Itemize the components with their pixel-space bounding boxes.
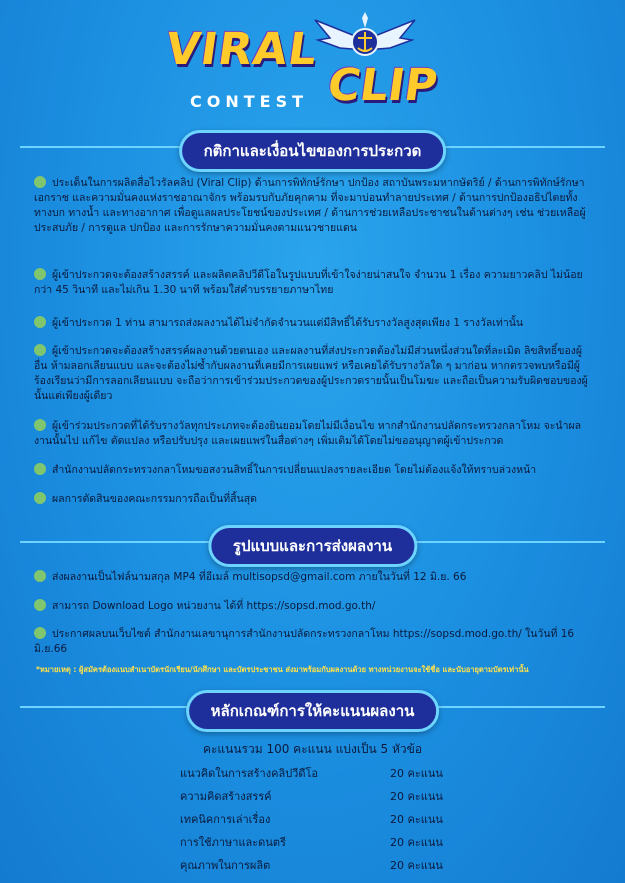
bullet-icon xyxy=(34,570,46,582)
bullet-icon xyxy=(34,627,46,639)
section-title-criteria: หลักเกณฑ์การให้คะแนนผลงาน xyxy=(186,690,440,732)
logo-word-viral: VIRAL xyxy=(162,24,321,75)
list-item: ผู้เข้าประกวดจะต้องสร้างสรรค์ และผลิตคลิปวีดีโอในรูปแบบที่เข้าใจง่ายน่าสนใจ จำนวน 1 เรื่อง ความยาวคลิป ไม่น้อยกว่า 45 วินาที และไม่เกิน 1.30 นาที พร้อมใส่คำบรรยายภาษาไทย xyxy=(34,269,583,296)
section-title-rules: กติกาและเงื่อนไขของการประกวด xyxy=(179,130,447,172)
bullet-icon xyxy=(34,463,46,475)
list-item: ส่งผลงานเป็นไฟล์นามสกุล MP4 ที่อีเมล์ multisopsd@gmail.com ภายในวันที่ 12 มิ.ย. 66 xyxy=(34,570,594,585)
bullet-icon xyxy=(34,176,46,188)
criteria-row: ความคิดสร้างสรรค์ 20 คะแนน xyxy=(180,790,443,803)
criteria-row: คุณภาพในการผลิต 20 คะแนน xyxy=(180,859,443,872)
bullet-icon xyxy=(34,316,46,328)
bullet-icon xyxy=(34,419,46,431)
criteria-row: เทคนิคการเล่าเรื่อง 20 คะแนน xyxy=(180,813,443,826)
bullet-icon xyxy=(34,599,46,611)
list-item: ผลการตัดสินของคณะกรรมการถือเป็นที่สิ้นสุด xyxy=(34,492,594,507)
list-item: ประเด็นในการผลิตสื่อไวรัลคลิป (Viral Clip) ด้านการพิทักษ์รักษา ปกป้อง สถาบันพระมหากษัตริย์ / ด้านการพิทักษ์รักษาเอกราช และความมั่นคงแห่งราชอาณาจักร พร้อมรบกับภัยคุกคาม ที่จะมาบ่อนทำลายประเทศ / ด้านการปกป้องอธิปไตยทั้งทางบก ทางน้ำ และทางอากาศ เพื่อดูแลผลประโยชน์ของประเทศ / ด้านการช่วยเหลือประชาชนในด้านต่างๆ เช่น ช่วยเหลือผู้ประสบภัย / การดูแล ปกป้อง และการรักษาความมั่นคงตามแนวชายแดน xyxy=(34,177,586,234)
bullet-icon xyxy=(34,268,46,280)
list-item: ผู้เข้าประกวดจะต้องสร้างสรรค์ผลงานด้วยตนเอง และผลงานที่ส่งประกวดต้องไม่มีส่วนหนึ่งส่วนใดที่ละเมิด ลิขสิทธิ์ของผู้อื่น ห้ามลอกเลียนแบบ และจะต้องไม่ซ้ำกับผลงานที่เคยมีการเผยแพร่ หรือเคยได้รับรางวัลใด ๆ มาก่อน หากตรวจพบหรือมีผู้ร้องเรียนว่ามีการลอกเลียนแบบ จะถือว่าการเข้าร่วมประกวดของผู้ประกวดรายนั้นเป็นโมฆะ และถือเป็นความรับผิดชอบของผู้นั้นแต่เพียงผู้เดียว xyxy=(34,345,588,402)
list-item: ประกาศผลบนเว็บไซต์ สำนักงานเลขานุการสำนักงานปลัดกระทรวงกลาโหม https://sopsd.mod.go.th/ ในวันที่ 16 มิ.ย.66 xyxy=(34,628,575,655)
remark-note: *หมายเหตุ : ผู้สมัครต้องแนบสำเนาบัตรนักเรียน/นักศึกษา และบัตรประชาชน ส่งมาพร้อมกับผลงานด้วย ทางหน่วยงานจะใช้ชื่อ และนับอายุตามบัตรเท่านั้น xyxy=(36,665,529,674)
logo-word-contest: CONTEST xyxy=(190,92,309,111)
list-item: สำนักงานปลัดกระทรวงกลาโหมขอสงวนสิทธิ์ในการเปลี่ยนแปลงรายละเอียด โดยไม่ต้องแจ้งให้ทราบล่วงหน้า xyxy=(34,463,594,478)
bullet-icon xyxy=(34,344,46,356)
criteria-row: การใช้ภาษาและดนตรี 20 คะแนน xyxy=(180,836,443,849)
section-title-submission: รูปแบบและการส่งผลงาน xyxy=(208,525,417,567)
list-item: สามารถ Download Logo หน่วยงาน ได้ที่ https://sopsd.mod.go.th/ xyxy=(34,599,594,614)
list-item: ผู้เข้าประกวด 1 ท่าน สามารถส่งผลงานได้ไม่จำกัดจำนวนแต่มีสิทธิ์ได้รับรางวัลสูงสุดเพียง 1 รางวัลเท่านั้น xyxy=(34,316,594,331)
score-summary: คะแนนรวม 100 คะแนน แบ่งเป็น 5 หัวข้อ xyxy=(202,742,423,756)
bullet-icon xyxy=(34,492,46,504)
contest-logo xyxy=(160,10,460,120)
list-item: ผู้เข้าร่วมประกวดที่ได้รับรางวัลทุกประเภทจะต้องยินยอมโดยไม่มีเงื่อนไข หากสำนักงานปลัดกระทรวงกลาโหม จะนำผลงานนั้นไป แก้ไข ตัดแปลง หรือปรับปรุง และเผยแพร่ในสื่อต่างๆ เพิ่มเติมได้โดยไม่ขออนุญาตผู้เข้าประกวด xyxy=(34,420,582,447)
criteria-row: แนวคิดในการสร้างคลิปวีดีโอ 20 คะแนน xyxy=(180,767,443,780)
logo-word-clip: CLIP xyxy=(324,60,441,111)
